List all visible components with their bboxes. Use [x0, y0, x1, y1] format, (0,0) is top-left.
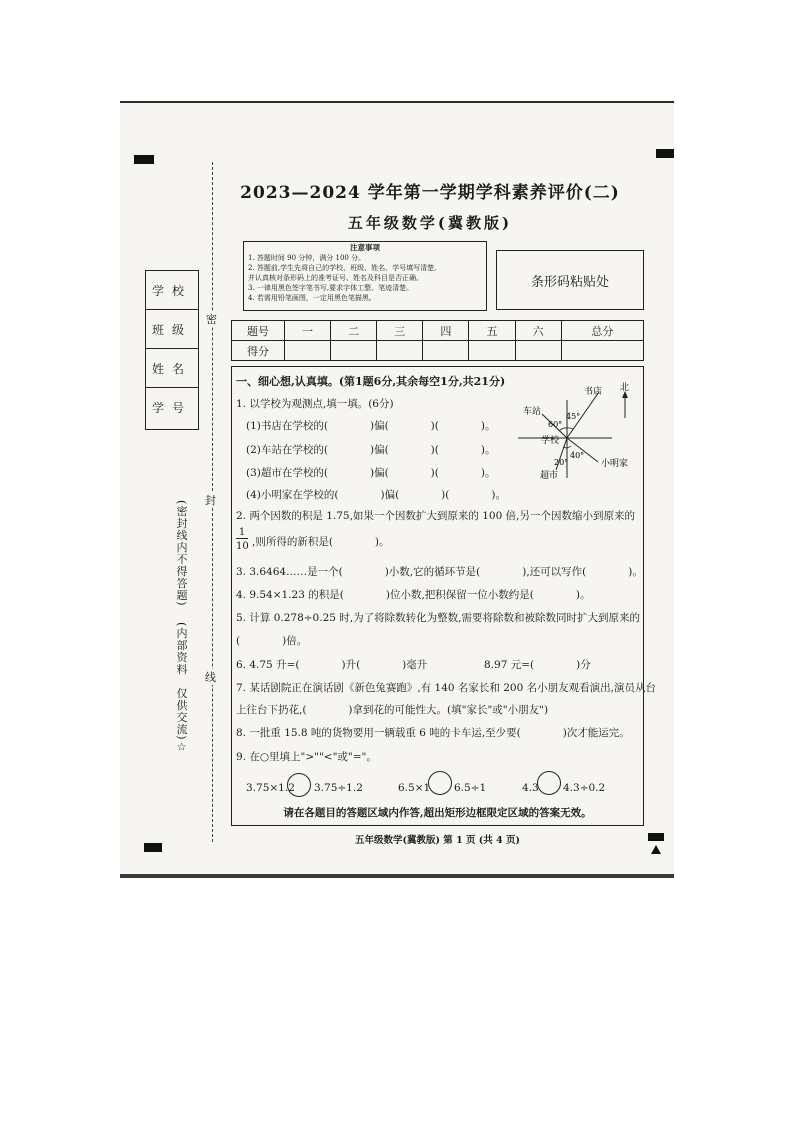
- q9-item-3-left: 4.3: [522, 782, 539, 794]
- diagram-north-label: 北: [620, 383, 630, 393]
- q3[interactable]: 3. 3.6464……是一个( )小数,它的循环节是( ),还可以写作( )。: [236, 566, 643, 578]
- exam-subtitle: 五年级数学(冀教版): [347, 214, 513, 232]
- q7-line-2[interactable]: 上往台下扔花,( )拿到花的可能性大。(填"家长"或"小朋友"): [236, 704, 549, 716]
- score-header-cell: 总分: [561, 321, 643, 341]
- notice-item: 2. 答题前,学生先将自己的学校、班级、姓名、学号填写清楚,: [248, 264, 437, 272]
- notice-box: [243, 241, 487, 311]
- q5-line-1: 5. 计算 0.278÷0.25 时,为了将除数转化为整数,需要将除数和被除数同时扩大到原来的: [236, 612, 640, 624]
- q9-compare-circle-3[interactable]: [537, 771, 561, 795]
- q1-line-1[interactable]: (1)书店在学校的( )偏( )( )。: [246, 420, 496, 432]
- diagram-angle-60: 60°: [548, 420, 563, 429]
- score-header-cell: 四: [423, 321, 469, 341]
- student-info-box: [145, 270, 199, 430]
- q2-line-2[interactable]: ,则所得的新积是( )。: [252, 536, 390, 548]
- registration-mark-bottom-left: [144, 843, 162, 852]
- q8[interactable]: 8. 一批重 15.8 吨的货物要用一辆载重 6 吨的卡车运,至少要( )次才能运完。: [236, 727, 630, 739]
- registration-mark-top-right: [656, 149, 674, 158]
- score-cell[interactable]: [331, 341, 377, 361]
- q9-stem: 9. 在○里填上">""<"或"="。: [236, 751, 377, 763]
- student-id-field[interactable]: 学号: [151, 401, 192, 415]
- score-header-cell: 二: [331, 321, 377, 341]
- diagram-school-label: 学校: [541, 436, 560, 446]
- exam-title: 2023—2024 学年第一学期学科素养评价(二): [240, 183, 620, 203]
- triangle-mark-icon: [651, 845, 661, 854]
- class-field[interactable]: 班级: [146, 310, 198, 349]
- diagram-home-label: 小明家: [601, 459, 629, 469]
- notice-item: 3. 一律用黑色签字笔书写,要求字体工整、笔迹清楚。: [248, 284, 414, 292]
- q5-line-2[interactable]: ( )倍。: [236, 635, 308, 647]
- q9-item-1-left: 3.75×1.2: [246, 782, 295, 794]
- score-header-cell: 题号: [232, 321, 285, 341]
- diagram-station-label: 车站: [523, 407, 542, 417]
- q6-part-a[interactable]: 6. 4.75 升=( )升( )毫升: [236, 659, 428, 671]
- q1-line-3[interactable]: (3)超市在学校的( )偏( )( )。: [246, 467, 496, 479]
- score-header-cell: 六: [515, 321, 561, 341]
- diagram-angle-40: 40°: [570, 451, 585, 460]
- direction-diagram: [514, 378, 644, 483]
- scan-bottom-edge: [120, 874, 674, 878]
- notice-item: 4. 若需用铅笔画图，一定用黑色笔描黑。: [248, 294, 376, 302]
- score-header-cell: 一: [285, 321, 331, 341]
- q9-compare-circle-2[interactable]: [428, 771, 452, 795]
- registration-mark-top-left: [134, 155, 154, 164]
- seal-note: (密封线内不得答题): [175, 500, 188, 607]
- q4[interactable]: 4. 9.54×1.23 的积是( )位小数,把积保留一位小数约是( )。: [236, 589, 591, 601]
- q9-item-2-left: 6.5×1: [398, 782, 431, 794]
- score-cell[interactable]: [515, 341, 561, 361]
- page-footer: 五年级数学(冀教版) 第 1 页 (共 4 页): [354, 835, 521, 846]
- barcode-label: 条形码粘贴处: [530, 274, 609, 290]
- diagram-supermarket-label: 超市: [540, 471, 559, 481]
- seal-char-mi: 密: [206, 313, 217, 326]
- seal-char-feng: 封: [205, 494, 216, 507]
- q7-line-1: 7. 某话剧院正在演话剧《新色兔赛跑》,有 140 名家长和 200 名小朋友观看演出,演员从台: [236, 682, 656, 694]
- q1-line-4[interactable]: (4)小明家在学校的( )偏( )( )。: [246, 489, 506, 501]
- score-cell[interactable]: [561, 341, 643, 361]
- score-cell[interactable]: [285, 341, 331, 361]
- q9-item-1-right: 3.75÷1.2: [314, 782, 363, 794]
- name-field[interactable]: 姓名: [146, 349, 198, 388]
- score-row-label: 得分: [232, 341, 285, 361]
- q9-compare-circle-1[interactable]: [287, 773, 311, 797]
- section1-title: 一、细心想,认真填。(第1题6分,其余每空1分,共21分): [236, 375, 506, 388]
- score-table-header-row: [232, 321, 644, 341]
- notice-item: 1. 答题时间 90 分钟，满分 100 分。: [248, 254, 366, 262]
- score-cell[interactable]: [377, 341, 423, 361]
- q9-item-3-right: 4.3÷0.2: [563, 782, 606, 794]
- q1-line-2[interactable]: (2)车站在学校的( )偏( )( )。: [246, 444, 496, 456]
- diagram-bookstore-label: 书店: [584, 387, 603, 397]
- score-table: [231, 320, 644, 361]
- score-cell[interactable]: [423, 341, 469, 361]
- school-field[interactable]: 学校: [146, 271, 198, 310]
- barcode-area: [496, 250, 644, 310]
- diagram-angle-20: 20°: [554, 458, 569, 467]
- q6-part-b[interactable]: 8.97 元=( )分: [484, 659, 591, 671]
- answer-area-warning: 请在各题目的答题区域内作答,超出矩形边框限定区域的答案无效。: [283, 807, 592, 819]
- q2-fraction-numerator: 1: [236, 527, 248, 539]
- score-table-score-row: [232, 341, 644, 361]
- seal-char-xian: 线: [205, 671, 216, 684]
- q2-line-1: 2. 两个因数的积是 1.75,如果一个因数扩大到原来的 100 倍,另一个因数缩小到原来的: [236, 510, 635, 522]
- internal-material-note: (内部资料 仅供交流)☆: [175, 622, 188, 755]
- score-cell[interactable]: [469, 341, 515, 361]
- q1-stem: 1. 以学校为观测点,填一填。(6分): [236, 398, 394, 410]
- notice-item: 并认真核对条形码上的准考证号、姓名及科目是否正确。: [248, 274, 423, 282]
- notice-heading: 注意事项: [350, 243, 380, 252]
- q2-fraction-denominator: 10: [236, 541, 249, 552]
- diagram-angle-45: 45°: [566, 412, 581, 421]
- score-header-cell: 三: [377, 321, 423, 341]
- registration-mark-bottom-right: [648, 833, 664, 841]
- score-header-cell: 五: [469, 321, 515, 341]
- q9-item-2-right: 6.5÷1: [454, 782, 487, 794]
